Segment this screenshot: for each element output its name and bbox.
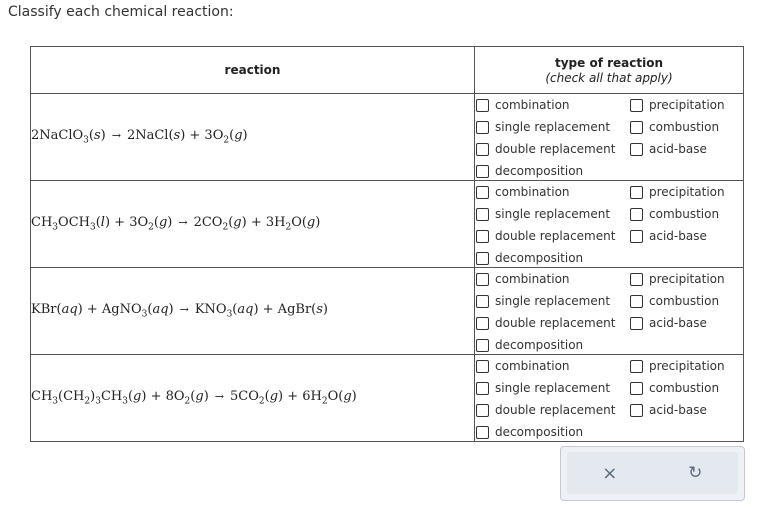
option-single-replacement[interactable]: single replacement — [476, 117, 610, 137]
reset-icon: ↻ — [688, 463, 703, 483]
checkbox[interactable] — [476, 317, 489, 330]
checkbox[interactable] — [476, 404, 489, 417]
option-decomposition[interactable]: decomposition — [476, 422, 583, 442]
type-header-subtitle: (check all that apply) — [545, 70, 673, 85]
table-row — [31, 181, 744, 268]
checkbox[interactable] — [476, 230, 489, 243]
reaction-column-header: reaction — [31, 47, 475, 94]
option-acid-base[interactable]: acid-base — [630, 313, 707, 333]
answer-actions-panel — [560, 446, 745, 501]
option-combustion[interactable]: combustion — [630, 117, 719, 137]
reaction-equation-1: 2NaClO$_3$(s) → 2NaCl(s) + $3O_2(g)$ — [31, 94, 475, 181]
table-row — [31, 94, 744, 181]
table-row — [31, 268, 744, 355]
reaction-type-options-4 — [475, 355, 744, 442]
close-icon: × — [602, 462, 618, 484]
reaction-equation-2: $CH_3OCH_3(l) + 3O_2(g) \to 2CO_2(g) + 3H_2O(g)$ — [31, 181, 475, 268]
option-decomposition[interactable]: decomposition — [476, 248, 583, 268]
reaction-equation-4: $CH_3(CH_2)_3CH_3(g) + 8O_2(g) \to 5CO_2(g) + 6H_2O(g)$ — [31, 355, 475, 442]
option-double-replacement[interactable]: double replacement — [476, 139, 615, 159]
checkbox[interactable] — [630, 404, 643, 417]
checkbox[interactable] — [476, 99, 489, 112]
checkbox[interactable] — [630, 295, 643, 308]
option-decomposition[interactable]: decomposition — [476, 335, 583, 355]
reaction-type-options-3 — [475, 268, 744, 355]
option-single-replacement[interactable]: single replacement — [476, 204, 610, 224]
reset-button[interactable] — [653, 452, 739, 494]
type-column-header — [475, 47, 744, 94]
table-row — [31, 355, 744, 442]
checkbox[interactable] — [630, 360, 643, 373]
checkbox[interactable] — [476, 186, 489, 199]
checkbox[interactable] — [476, 295, 489, 308]
checkbox[interactable] — [476, 273, 489, 286]
question-prompt: Classify each chemical reaction: — [8, 4, 234, 20]
option-precipitation[interactable]: precipitation — [630, 356, 725, 376]
checkbox[interactable] — [476, 426, 489, 439]
clear-button[interactable] — [567, 452, 653, 494]
checkbox[interactable] — [476, 143, 489, 156]
option-single-replacement[interactable]: single replacement — [476, 378, 610, 398]
option-combination[interactable]: combination — [476, 95, 570, 115]
checkbox[interactable] — [630, 317, 643, 330]
option-double-replacement[interactable]: double replacement — [476, 313, 615, 333]
option-combination[interactable]: combination — [476, 182, 570, 202]
option-combustion[interactable]: combustion — [630, 378, 719, 398]
checkbox[interactable] — [630, 143, 643, 156]
option-double-replacement[interactable]: double replacement — [476, 400, 615, 420]
checkbox[interactable] — [476, 360, 489, 373]
checkbox[interactable] — [630, 186, 643, 199]
table-header-row — [31, 47, 744, 94]
option-decomposition[interactable]: decomposition — [476, 161, 583, 181]
reaction-table — [30, 46, 744, 442]
answer-actions-bar — [567, 452, 738, 494]
option-precipitation[interactable]: precipitation — [630, 182, 725, 202]
checkbox[interactable] — [476, 165, 489, 178]
option-acid-base[interactable]: acid-base — [630, 139, 707, 159]
option-combustion[interactable]: combustion — [630, 204, 719, 224]
checkbox[interactable] — [630, 273, 643, 286]
reaction-type-options-2 — [475, 181, 744, 268]
option-combination[interactable]: combination — [476, 356, 570, 376]
option-combustion[interactable]: combustion — [630, 291, 719, 311]
option-acid-base[interactable]: acid-base — [630, 226, 707, 246]
reaction-equation-3: KBr(aq) + AgNO$_3$(aq) → $KNO_3(aq)$ + AgBr(s) — [31, 268, 475, 355]
checkbox[interactable] — [630, 121, 643, 134]
reaction-type-options-1 — [475, 94, 744, 181]
checkbox[interactable] — [630, 230, 643, 243]
checkbox[interactable] — [630, 382, 643, 395]
checkbox[interactable] — [476, 208, 489, 221]
option-single-replacement[interactable]: single replacement — [476, 291, 610, 311]
checkbox[interactable] — [476, 339, 489, 352]
checkbox[interactable] — [630, 208, 643, 221]
type-header-title: type of reaction — [554, 55, 663, 70]
option-double-replacement[interactable]: double replacement — [476, 226, 615, 246]
checkbox[interactable] — [476, 382, 489, 395]
option-precipitation[interactable]: precipitation — [630, 269, 725, 289]
option-acid-base[interactable]: acid-base — [630, 400, 707, 420]
checkbox[interactable] — [476, 121, 489, 134]
checkbox[interactable] — [630, 99, 643, 112]
option-combination[interactable]: combination — [476, 269, 570, 289]
checkbox[interactable] — [476, 252, 489, 265]
option-precipitation[interactable]: precipitation — [630, 95, 725, 115]
